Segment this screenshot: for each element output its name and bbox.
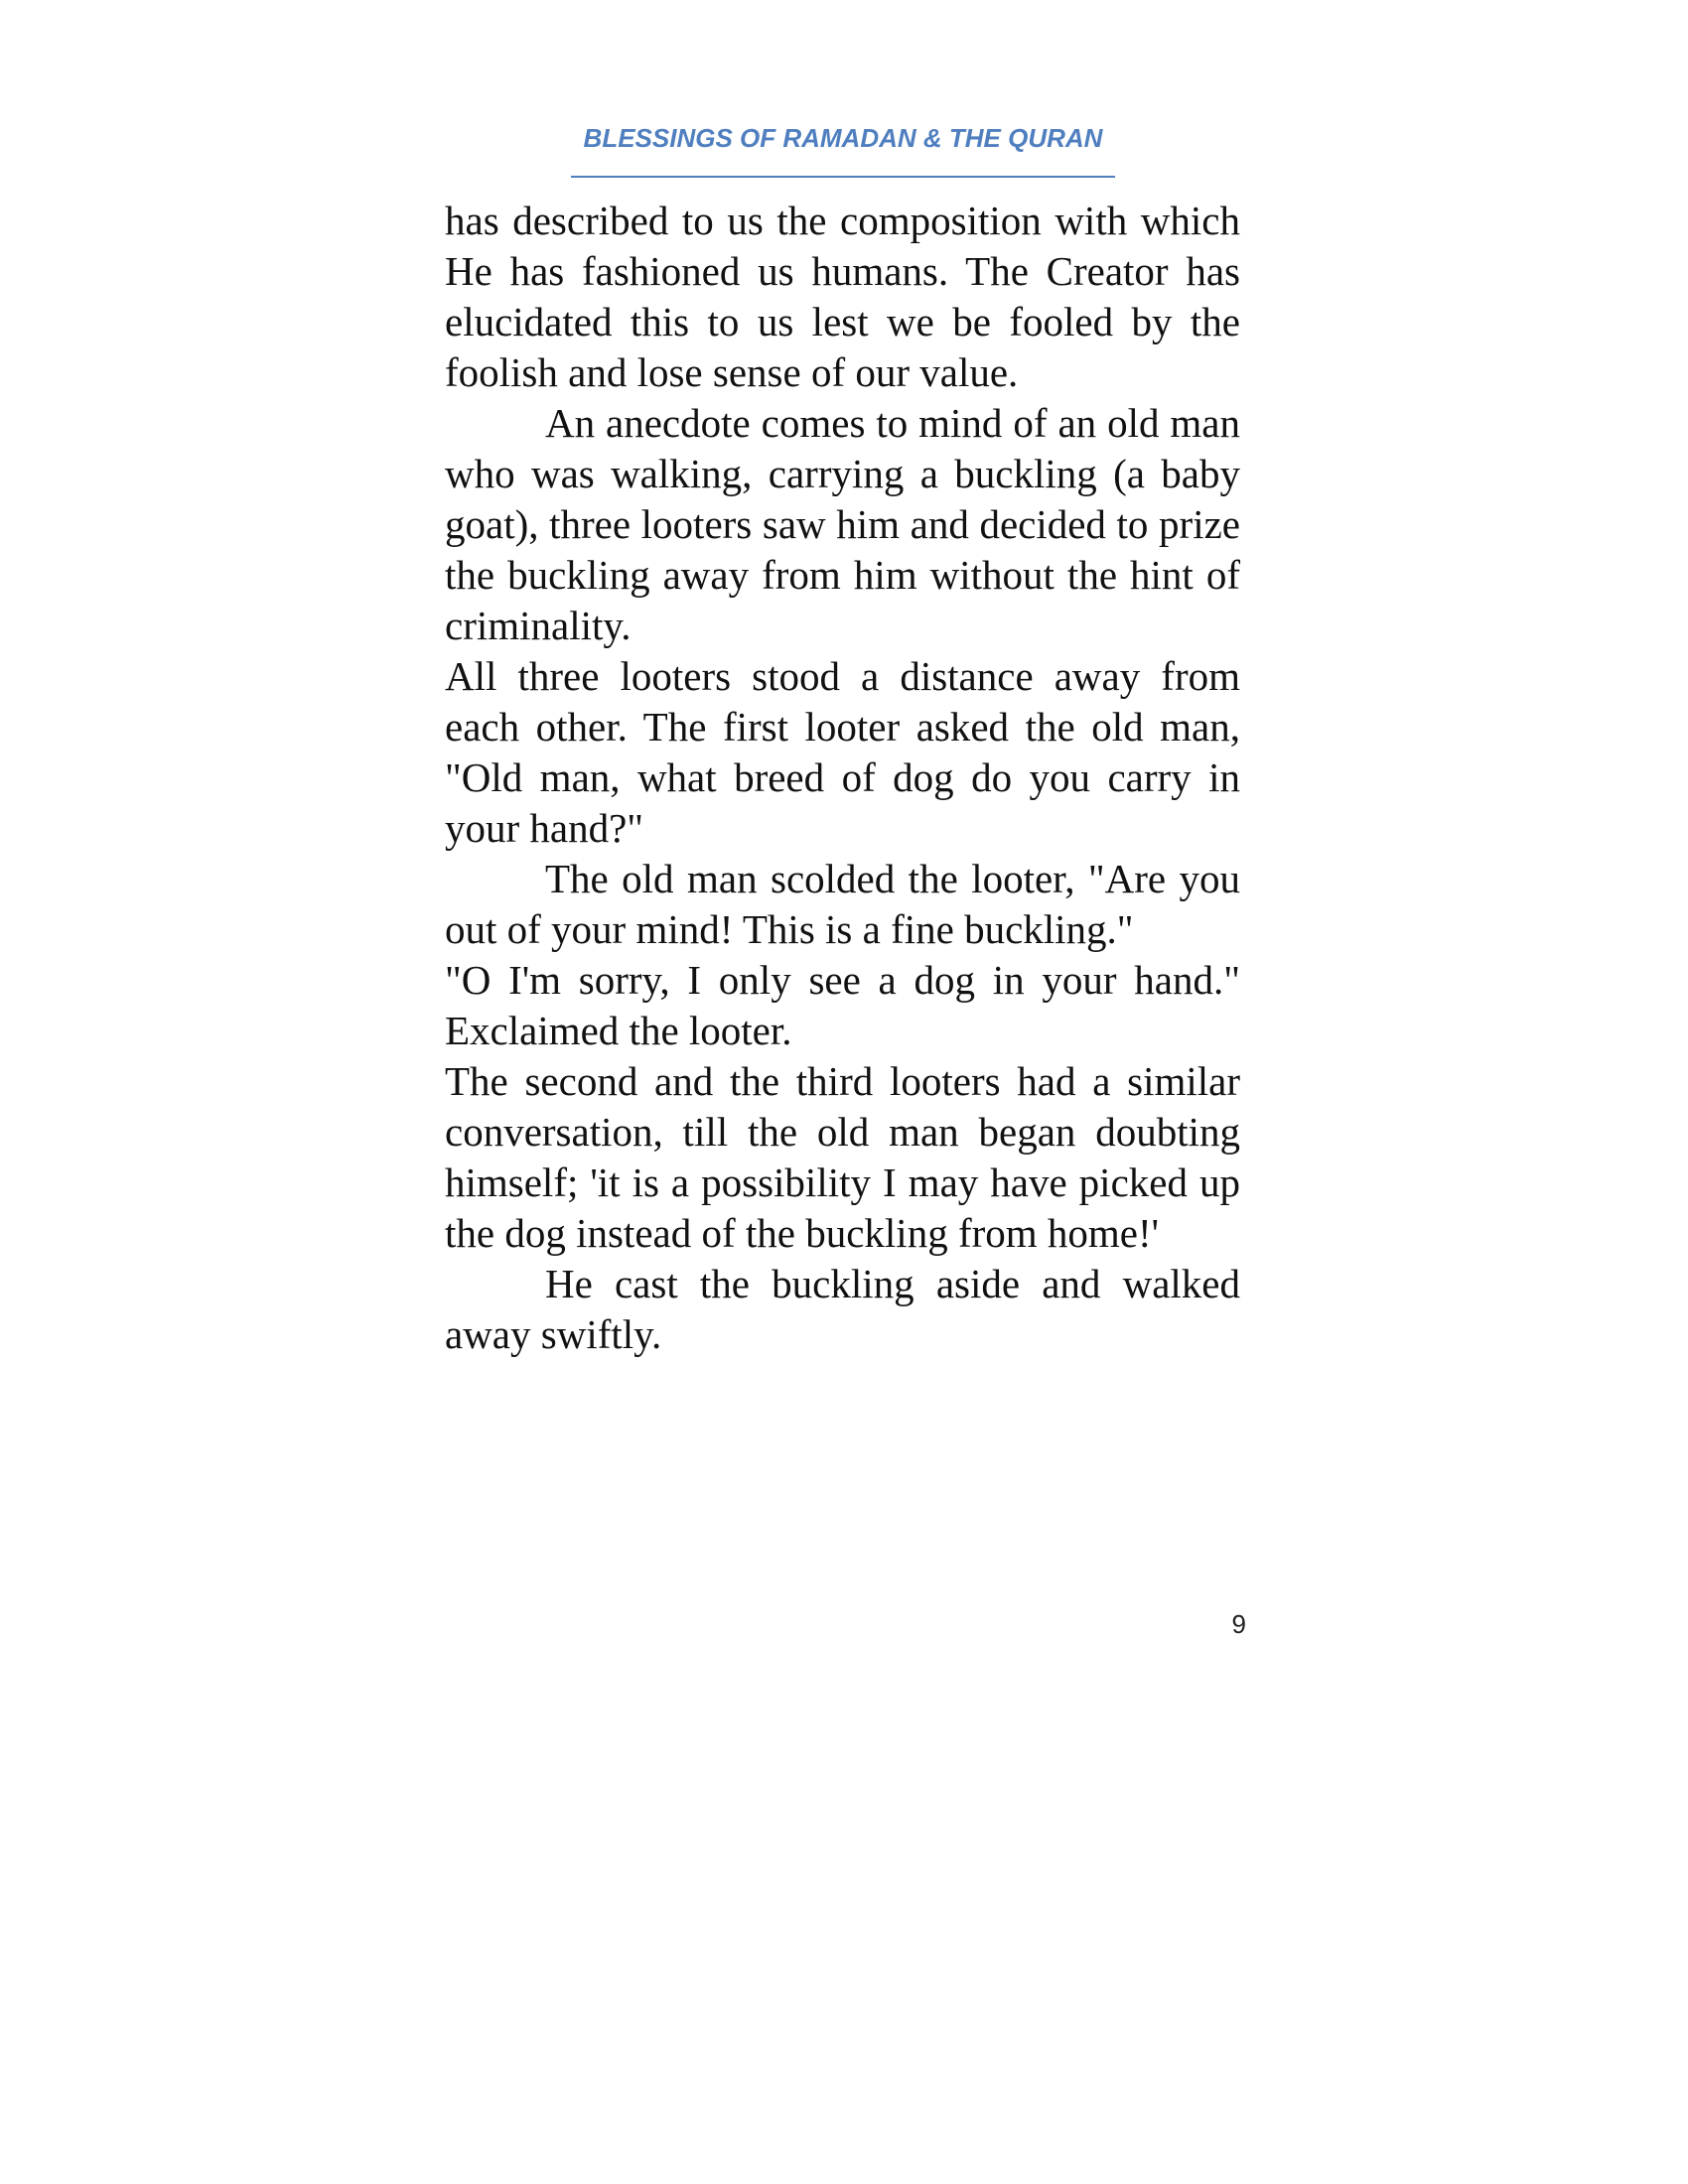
running-header: BLESSINGS OF RAMADAN & THE QURAN [583,123,1103,153]
paragraph: An anecdote comes to mind of an old man who was walking, carrying a buckling (a baby goat), three looters saw him and decided to prize the buckling away from him without the hint of criminality. [445,400,1240,648]
paragraph: The second and the third looters had a similar conversation, till the old man began doubting himself; 'it is a possibility I may have picked up the dog instead of the buckling from home!' [445,1058,1240,1256]
page-number: 9 [1231,1609,1246,1639]
header-rule [571,176,1115,178]
body-text [445,196,1240,1360]
paragraph: has described to us the composition with which He has fashioned us humans. The Creator has elucidated this to us lest we be fooled by the foolish and lose sense of our value. [445,198,1240,395]
paragraph: The old man scolded the looter, "Are you out of your mind! This is a fine buckling." [445,856,1240,952]
paragraph: He cast the buckling aside and walked away swiftly. [445,1261,1240,1357]
paragraph: All three looters stood a distance away from each other. The first looter asked the old man, "Old man, what breed of dog do you carry in your hand?" [445,653,1240,851]
paragraph: "O I'm sorry, I only see a dog in your hand." Exclaimed the looter. [445,957,1240,1053]
